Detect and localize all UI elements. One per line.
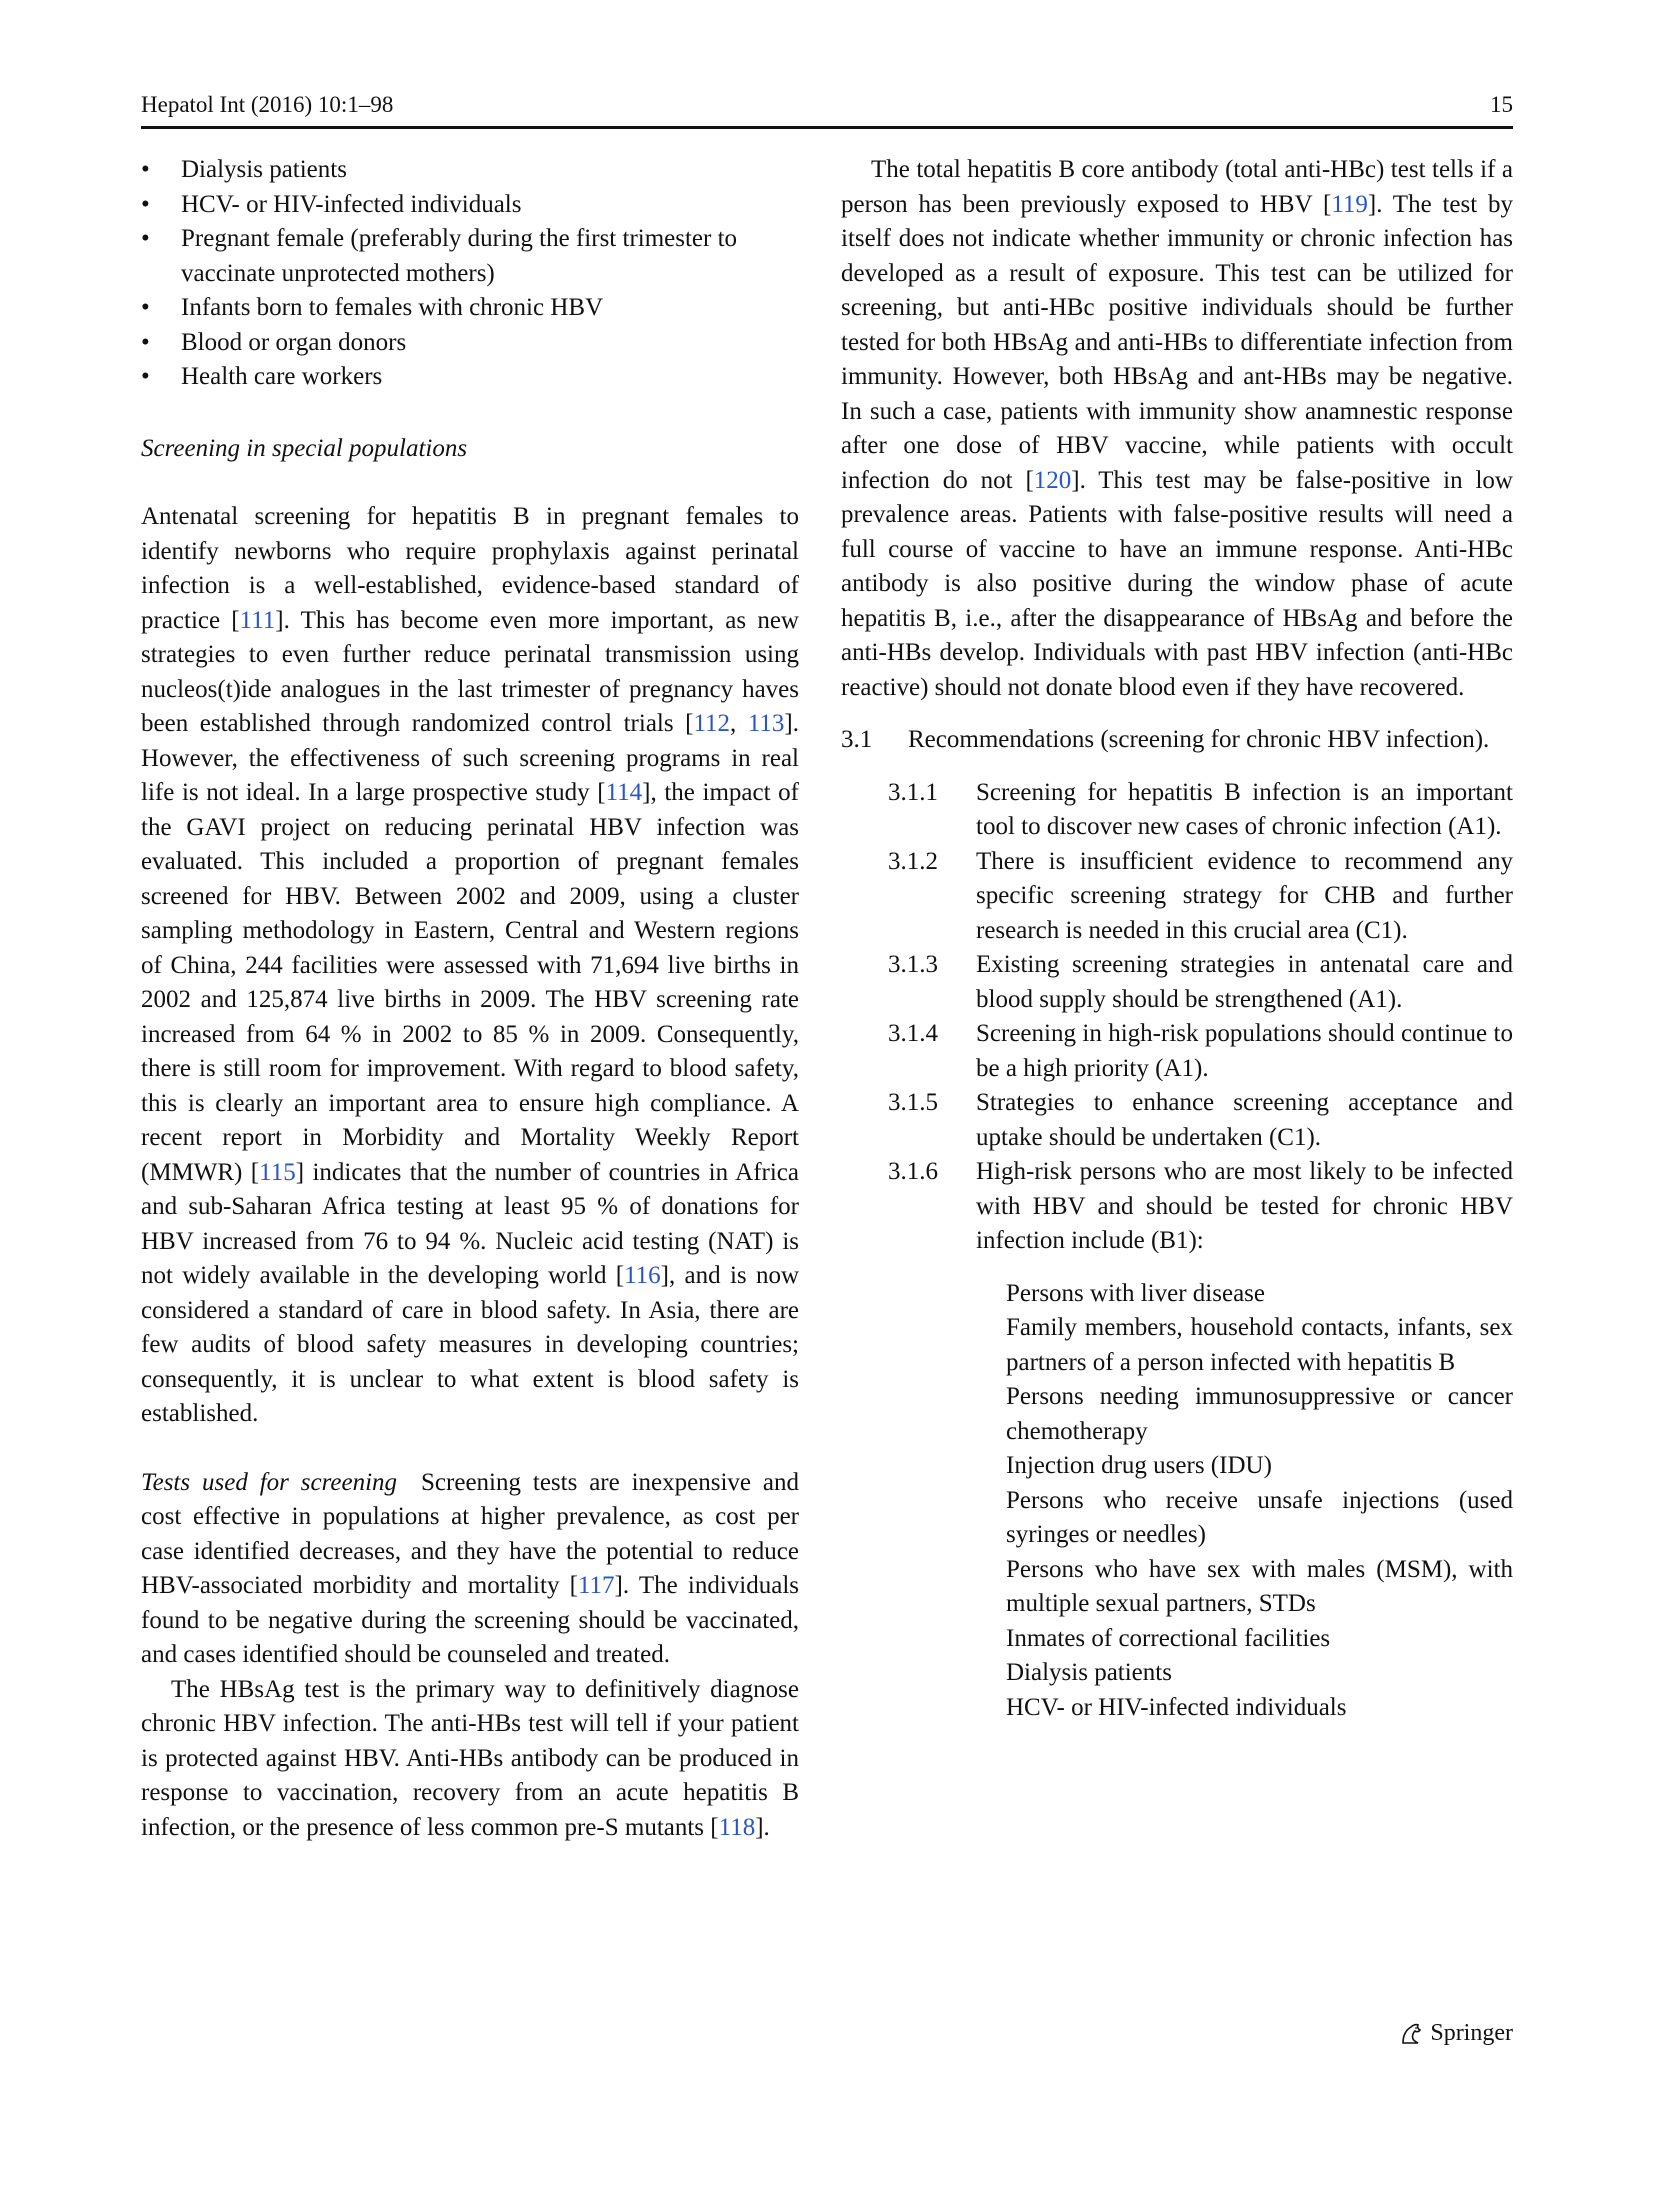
list-item: Family members, household contacts, infants, sex partners of a person infected with hepatitis B [1006,1314,1513,1376]
list-item: • Health care workers [141,360,799,395]
subrecommendation-3-1-1: 3.1.1 Screening for hepatitis B infection is an important tool to discover new cases of chronic infection (A1). [888,778,1513,840]
section-heading-special-populations: Screening in special populations [141,434,468,462]
list-item: Inmates of correctional facilities [1006,1624,1331,1652]
citation-link[interactable]: 111 [239,606,276,634]
list-item: Persons needing immunosuppressive or cancer chemotherapy [1006,1383,1513,1445]
list-item: Persons with liver disease [1006,1279,1265,1307]
subrecommendation-3-1-2: 3.1.2 There is insufficient evidence to recommend any specific screening strategy for CHB and further research is needed in this crucial area (C1). [888,847,1513,944]
page-number: 15 [1490,92,1513,117]
recommendation-title: Recommendations (screening for chronic HBV infection). [908,726,1490,753]
run-in-heading: Tests used for screening [141,1468,398,1496]
paragraph-antenatal-screening: Antenatal screening for hepatitis B in pregnant females to identify newborns who require prophylaxis against perinatal infection is a well-established, evidence-based standard of practice [111]. This has become even more important, as new strategies to even further reduce perinatal transmission using nucleos(t)ide analogues in the last trimester of pregnancy haves been established through randomized control trials [112, 113]. However, the effectiveness of such screening programs in real life is not ideal. In a large prospective study [114], the impact of the GAVI project on reducing perinatal HBV infection was evaluated. This included a proportion of pregnant females screened for HBV. Between 2002 and 2009, using a cluster sampling methodology in Eastern, Central and Western regions of China, 244 facilities were assessed with 71,694 live births in 2002 and 125,874 live births in 2009. The HBV screening rate increased from 64 % in 2002 to 85 % in 2009. Consequently, there is still room for improvement. With regard to blood safety, this is clearly an important area to ensure high compliance. A recent report in Morbidity and Mortality Weekly Report (MMWR) [115] indicates that the number of countries in Africa and sub-Saharan Africa testing at least 95 % of donations for HBV increased from 76 to 94 %. Nucleic acid testing (NAT) is not widely available in the developing world [116], and is now considered a standard of care in blood safety. In Asia, there are few audits of blood safety measures in developing countries; consequently, it is unclear to what extent is blood safety is established. [141,503,799,1427]
list-item: Injection drug users (IDU) [1006,1452,1272,1479]
running-header [141,86,1513,129]
list-item: • Pregnant female (preferably during the first trimester to vaccinate unprotected mothers) [141,222,799,291]
list-item: Dialysis patients [1006,1659,1172,1686]
subrecommendation-3-1-6: 3.1.6 High-risk persons who are most likely to be infected with HBV and should be tested for chronic HBV infection include (B1): [888,1158,1513,1254]
journal-citation: Hepatol Int (2016) 10:1–98 [141,92,394,117]
subrecommendation-3-1-3: 3.1.3 Existing screening strategies in antenatal care and blood supply should be strengthened (A1). [888,951,1513,1013]
citation-link[interactable]: 114 [605,779,643,806]
list-item: • HCV- or HIV-infected individuals [141,188,799,223]
list-item: Persons who receive unsafe injections (used syringes or needles) [1006,1486,1513,1548]
paragraph-anti-hbc-test: The total hepatitis B core antibody (total anti-HBc) test tells if a person has been previously exposed to HBV [119]. The test by itself does not indicate whether immunity or chronic infection has developed as a result of exposure. This test can be utilized for screening, but anti-HBc positive individuals should be further tested for both HBsAg and anti-HBs to differentiate infection from immunity. However, both HBsAg and ant-HBs may be negative. In such a case, patients with immunity show anamnestic response after one dose of HBV vaccine, while patients with occult infection do not [120]. This test may be false-positive in low prevalence areas. Patients with false-positive results will need a full course of vaccine to have an immune response. Anti-HBc antibody is also positive during the window phase of acute hepatitis B, i.e., after the disappearance of HBsAg and before the anti-HBs develop. Individuals with past HBV infection (anti-HBc reactive) should not donate blood even if they have recovered. [841,156,1513,701]
recommendation-number: 3.1 [841,726,873,753]
springer-horse-icon [1398,2021,1424,2047]
right-column [841,153,1513,1725]
citation-link[interactable]: 120 [1033,466,1072,494]
citation-link[interactable]: 115 [259,1158,296,1186]
citation-link[interactable]: 118 [718,1813,756,1841]
subrecommendation-3-1-5: 3.1.5 Strategies to enhance screening acceptance and uptake should be undertaken (C1). [888,1089,1513,1151]
citation-link[interactable]: 113 [747,710,785,737]
citation-link[interactable]: 116 [624,1262,661,1289]
list-item: HCV- or HIV-infected individuals [1006,1693,1347,1721]
left-column [141,153,799,1845]
citation-link[interactable]: 117 [577,1572,615,1599]
publisher-logo [1398,2020,1513,2047]
paragraph-tests-for-screening: Tests used for screening Screening tests are inexpensive and cost effective in populations at higher prevalence, as cost per case identified decreases, and they have the potential to reduce HBV-associated morbidity and mortality [117]. The individuals found to be negative during the screening should be vaccinated, and cases identified should be counseled and treated. [141,1468,799,1668]
list-item: • Blood or organ donors [141,326,799,361]
publisher-name: Springer [1430,2020,1513,2046]
recommendation-heading [841,723,1513,758]
citation-link[interactable]: 119 [1331,190,1368,218]
screening-bullet-list [141,153,799,395]
list-item: • Infants born to females with chronic HBV [141,291,799,326]
list-item: Persons who have sex with males (MSM), with multiple sexual partners, STDs [1006,1555,1513,1617]
citation-link[interactable]: 112 [693,710,731,737]
high-risk-groups-list [1006,1277,1513,1726]
list-item: • Dialysis patients [141,153,799,188]
subrecommendation-3-1-4: 3.1.4 Screening in high-risk populations should continue to be a high priority (A1). [888,1020,1513,1082]
paragraph-hbsag-test: The HBsAg test is the primary way to definitively diagnose chronic HBV infection. The anti-HBs test will tell if your patient is protected against HBV. Anti-HBs antibody can be produced in response to vaccination, recovery from an acute hepatitis B infection, or the presence of less common pre-S mutants [118]. [141,1675,799,1841]
